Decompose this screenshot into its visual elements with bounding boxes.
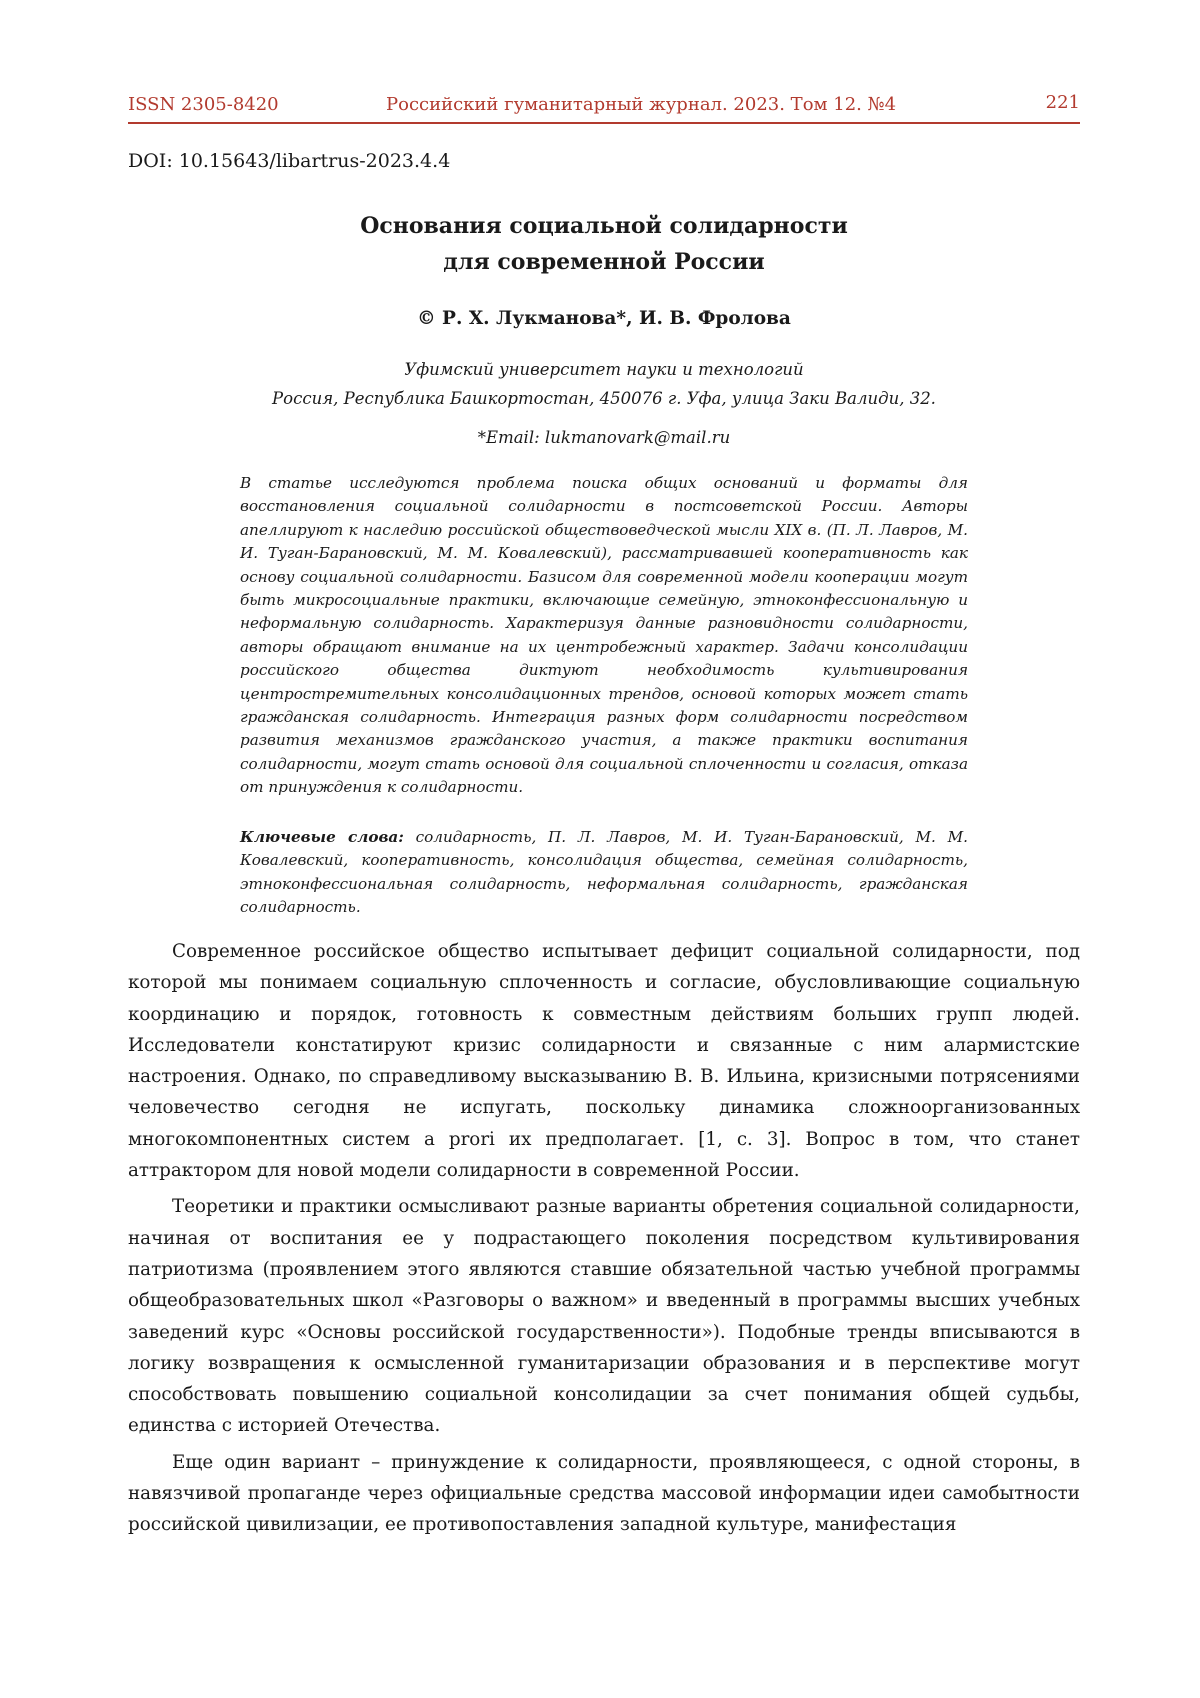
journal-title: Российский гуманитарный журнал. 2023. Том 12. №4 <box>386 94 896 115</box>
title-line-2: для современной России <box>128 244 1080 280</box>
keywords <box>240 826 968 920</box>
doi: DOI: 10.15643/libartrus-2023.4.4 <box>128 150 450 172</box>
authors: © Р. Х. Лукманова*, И. В. Фролова <box>128 308 1080 329</box>
affiliation-line-2: Россия, Республика Башкортостан, 450076 г. Уфа, улица Заки Валиди, 32. <box>128 384 1080 413</box>
page-number: 221 <box>1046 92 1080 113</box>
email: *Email: lukmanovark@mail.ru <box>128 428 1080 447</box>
body-text <box>128 936 1080 1546</box>
abstract: В статье исследуются проблема поиска общих оснований и форматы для восстановления социальной солидарности в постсоветской России. Авторы апеллируют к наследию российской обществоведческой мысли XIX в. (П. Л. Лавров, М. И. Туган-Барановский, М. М. Ковалевский), рассматривавшей кооперативность как основу социальной солидарности. Базисом для современной модели кооперации могут быть микросоциальные практики, включающие семейную, этноконфессиональную и неформальную солидарность. Характеризуя данные разновидности солидарности, авторы обращают внимание на их центробежный характер. Задачи консолидации российского общества диктуют необходимость культивирования центростремительных консолидационных трендов, основой которых может стать гражданская солидарность. Интеграция разных форм солидарности посредством развития механизмов гражданского участия, а также практики воспитания солидарности, могут стать основой для социальной сплоченности и согласия, отказа от принуждения к солидарности. <box>240 472 968 800</box>
paragraph-3: Еще один вариант – принуждение к солидарности, проявляющееся, с одной стороны, в навязчивой пропаганде через официальные средства массовой информации идеи самобытности российской цивилизации, ее противопоставления западной культуре, манифестация <box>128 1447 1080 1541</box>
paragraph-2: Теоретики и практики осмысливают разные варианты обретения социальной солидарности, начиная от воспитания ее у подрастающего поколения посредством культивирования патриотизма (проявлением этого являются ставшие обязательной частью учебной программы общеобразовательных школ «Разговоры о важном» и введенный в программы высших учебных заведений курс «Основы российской государственности»). Подобные тренды вписываются в логику возвращения к осмысленной гуманитаризации образования и в перспективе могут способствовать повышению социальной консолидации за счет понимания общей судьбы, единства с историей Отечества. <box>128 1191 1080 1441</box>
keywords-text: солидарность, П. Л. Лавров, М. И. Туган-Барановский, М. М. Ковалевский, кооперативность, консолидация общества, семейная солидарность, этноконфессиональная солидарность, неформальная солидарность, гражданская солидарность. <box>240 828 968 916</box>
running-header <box>128 92 1080 124</box>
affiliation <box>128 355 1080 413</box>
article-title <box>128 208 1080 280</box>
keywords-label: Ключевые слова: <box>240 828 404 846</box>
affiliation-line-1: Уфимский университет науки и технологий <box>128 355 1080 384</box>
paragraph-1: Современное российское общество испытывает дефицит социальной солидарности, под которой мы понимаем социальную сплоченность и согласие, обусловливающие социальную координацию и порядок, готовность к совместным действиям больших групп людей. Исследователи констатируют кризис солидарности и связанные с ним алармистские настроения. Однако, по справедливому высказыванию В. В. Ильина, кризисными потрясениями человечество сегодня не испугать, поскольку динамика сложноорганизованных многокомпонентных систем a prori их предполагает. [1, с. 3]. Вопрос в том, что станет аттрактором для новой модели солидарности в современной России. <box>128 936 1080 1186</box>
issn: ISSN 2305-8420 <box>128 94 279 115</box>
title-line-1: Основания социальной солидарности <box>128 208 1080 244</box>
